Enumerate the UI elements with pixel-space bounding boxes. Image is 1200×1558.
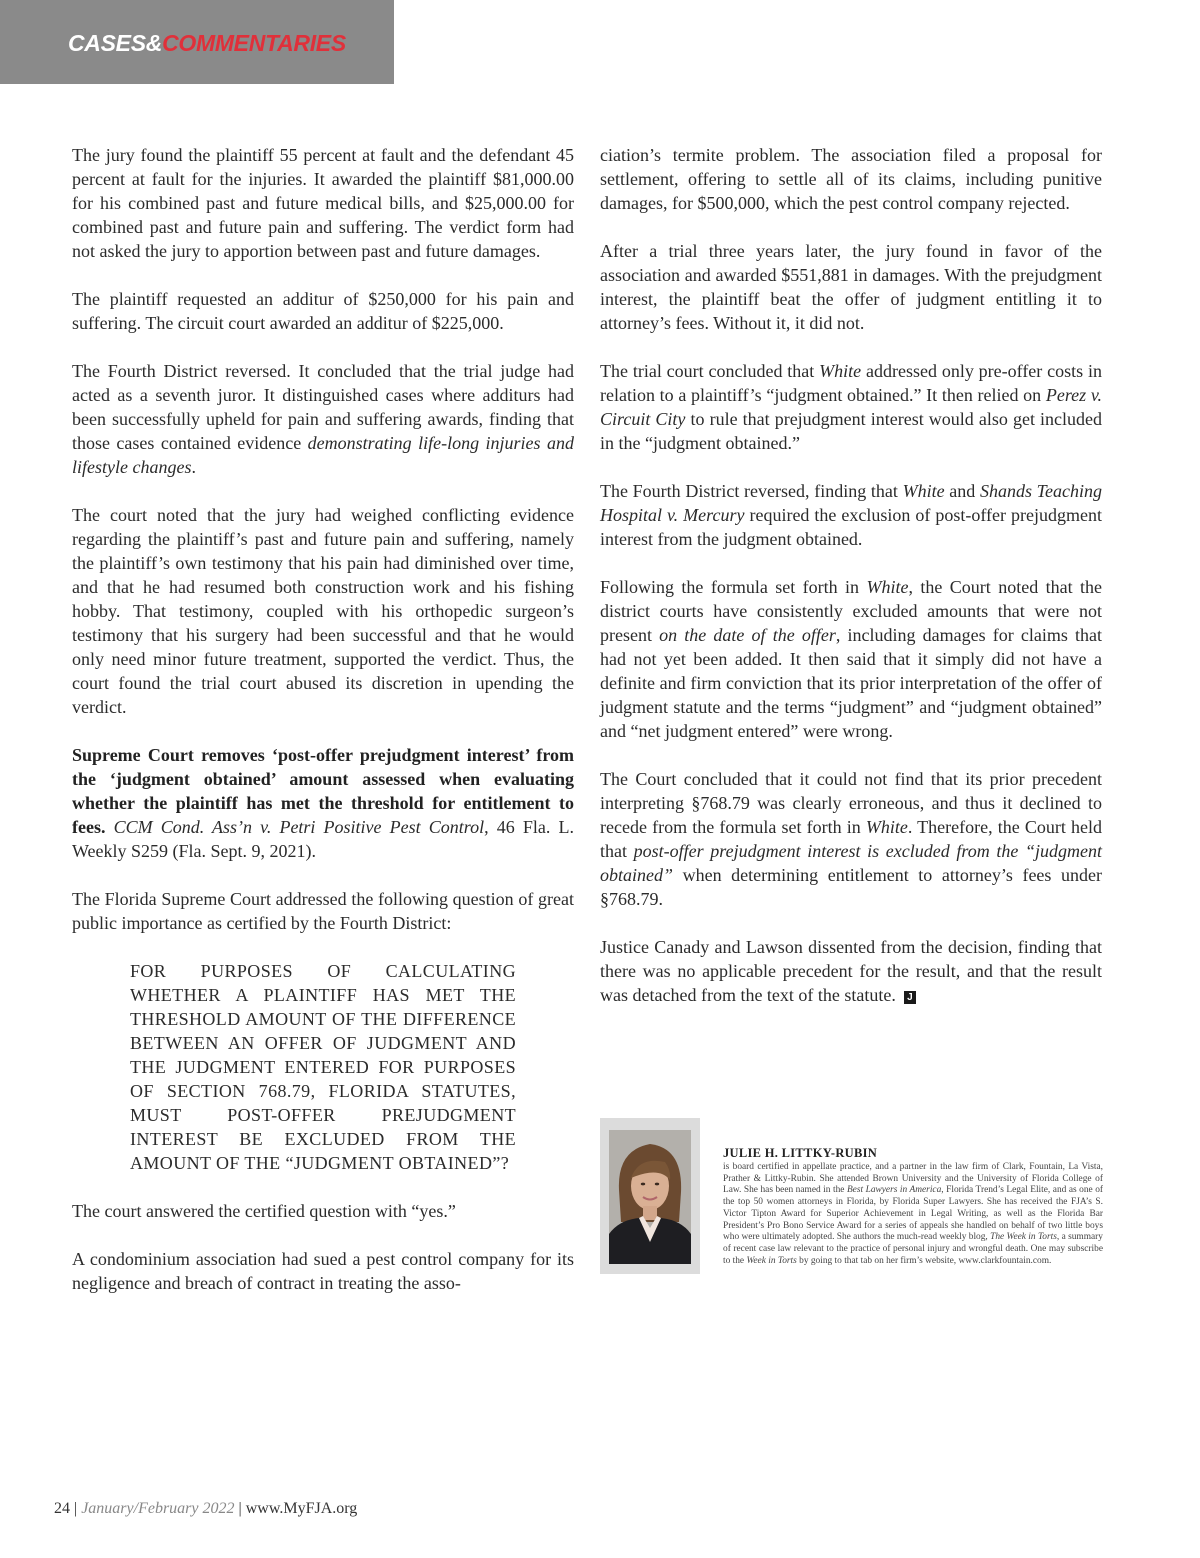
paragraph: The Fourth District reversed. It concluded that the trial judge had acted as a seventh juror. It distinguished cases where additurs had been successfully upheld for pain and suffering awards, finding that those cases contained evidence demonstrating life-long injuries and lifestyle changes.: [72, 361, 574, 477]
case-headline: Supreme Court removes ‘post-offer prejudgment interest’ from the ‘judgment obtained’ amount assessed when evaluating whether the plaintiff has met the threshold for entitlement to fees.: [72, 745, 574, 837]
section-title-commentaries: COMMENTARIES: [162, 30, 346, 56]
paragraph: The Fourth District reversed, finding that White and Shands Teaching Hospital v. Mercury required the exclusion of post-offer prejudgment interest from the judgment obtained.: [600, 481, 1103, 549]
paragraph: Justice Canady and Lawson dissented from the decision, finding that there was no applicable precedent for the result, and that the result was detached from the text of the statute. J: [600, 937, 1102, 1005]
paragraph: The court noted that the jury had weighed conflicting evidence regarding the plaintiff’s past and future pain and suffering, namely the plaintiff’s own testimony that his pain had diminished over time, and that he had resumed both construction work and his fishing hobby. That testimony, coupled with his orthopedic surgeon’s testimony that his surgery had been successful and that he would only need minor future treatment, supported the verdict. Thus, the court found the trial court abused its discretion in upending the verdict.: [72, 505, 574, 717]
paragraph: The court answered the certified question with “yes.”: [72, 1201, 456, 1221]
emphasis: demonstrating life-long injuries and lifestyle changes: [72, 433, 574, 477]
blog-name: Week in Torts: [746, 1255, 797, 1266]
section-title-cases: CASES&: [68, 30, 163, 56]
case-name: White: [866, 577, 909, 597]
paragraph: The Florida Supreme Court addressed the following question of great public importance as certified by the Fourth District:: [72, 889, 574, 933]
case-name: White: [902, 481, 945, 501]
section-title: [68, 30, 346, 57]
paragraph: After a trial three years later, the jury found in favor of the association and awarded $551,881 in damages. With the prejudgment interest, the plaintiff beat the offer of judgment entitling it to attorney’s fees. Without it, it did not.: [600, 241, 1102, 333]
case-name: Shands Teaching Hospital v. Mercury: [600, 481, 1102, 525]
author-bio: JULIE H. LITTKY-RUBIN is board certified in appellate practice, and a partner in the law firm of Clark, Fountain, La Vista, Prather & Littky-Rubin. She attended Brown University and the University of Florida College of Law. She has been named in the Best Lawyers in America, Florida Trend’s Legal Elite, and as one of the top 50 women attorneys in Florida, by Florida Super Lawyers. She has received the FJA’s S. Victor Tipton Award for Superior Achievement in Legal Writing, as well as the Florida Bar President’s Pro Bono Service Award for a series of appeals she handled on behalf of two little boys who were ultimately adopted. She authors the much-read weekly blog, The Week in Torts, a summary of recent case law relevant to the practice of personal injury and wrongful death. One may subscribe to the Week in Torts by going to that tab on her firm’s website, www.clarkfountain.com.: [723, 1146, 1103, 1266]
case-citation: , 46 Fla. L. Weekly S259 (Fla. Sept. 9, 2021).: [72, 817, 574, 861]
author-photo-frame: [600, 1118, 700, 1274]
case-heading-paragraph: [72, 743, 574, 863]
paragraph: The jury found the plaintiff 55 percent at fault and the defendant 45 percent at fault for the injuries. It awarded the plaintiff $81,000.00 for his combined past and future medical bills, and $25,000.00 for combined past and future pain and suffering. The verdict form had not asked the jury to apportion between past and future damages.: [72, 145, 574, 261]
case-name: CCM Cond. Ass’n v. Petri Positive Pest Control: [113, 817, 485, 837]
case-name: White: [865, 817, 908, 837]
paragraph: The Court concluded that it could not find that its prior precedent interpreting §768.79 was clearly erroneous, and thus it declined to recede from the formula set forth in White. Therefore, the Court held that post-offer prejudgment interest is excluded from the “judgment obtained” when determining entitlement to attorney’s fees under §768.79.: [600, 769, 1102, 909]
end-of-article-icon: J: [904, 991, 916, 1004]
page-footer: 24 | January/February 2022 | www.MyFJA.org: [54, 1500, 358, 1517]
paragraph: Following the formula set forth in White, the Court noted that the district courts have consistently excluded amounts that were not present on the date of the offer, including damages for claims that had not yet been added. It then said that it simply did not have a definite and firm conviction that its prior interpretation of the offer of judgment statute and the terms “judgment” and “judgment obtained” and “net judgment entered” were wrong.: [600, 577, 1103, 741]
section-header-band: [0, 0, 394, 84]
paragraph: A condominium association had sued a pest control company for its negligence and breach of contract in treating the asso-: [72, 1249, 574, 1293]
paragraph: ciation’s termite problem. The association filed a proposal for settlement, offering to settle all of its claims, including punitive damages, for $500,000, which the pest control company rejected.: [600, 145, 1102, 213]
author-portrait-icon: [609, 1130, 691, 1264]
paragraph: The trial court concluded that White addressed only pre-offer costs in relation to a plaintiff’s “judgment obtained.” It then relied on Perez v. Circuit City to rule that prejudgment interest would also get included in the “judgment obtained.”: [600, 361, 1102, 453]
publication-name: Best Lawyers in America: [846, 1185, 942, 1196]
author-photo: [609, 1130, 691, 1264]
emphasis: post-offer prejudgment interest is excluded from the “judgment obtained”: [600, 841, 1102, 885]
left-column: [72, 143, 574, 1319]
case-name: White: [819, 361, 862, 381]
issue-date: January/February 2022: [81, 1500, 235, 1517]
emphasis: on the date of the offer: [659, 625, 836, 645]
certified-question-blockquote: FOR PURPOSES OF CALCULATING WHETHER A PLAINTIFF HAS MET THE THRESHOLD AMOUNT OF THE DIFFERENCE BETWEEN AN OFFER OF JUDGMENT AND THE JUDGMENT ENTERED FOR PURPOSES OF SECTION 768.79, FLORIDA STATUTES, MUST POST-OFFER PREJUDGMENT INTEREST BE EXCLUDED FROM THE AMOUNT OF THE “JUDGMENT OBTAINED”?: [130, 961, 516, 1173]
author-name: JULIE H. LITTKY-RUBIN: [723, 1146, 878, 1160]
page-number: 24: [54, 1500, 70, 1517]
website-url: www.MyFJA.org: [245, 1500, 358, 1517]
paragraph: The plaintiff requested an additur of $250,000 for his pain and suffering. The circuit court awarded an additur of $225,000.: [72, 289, 574, 333]
case-name: Perez v. Circuit City: [600, 385, 1102, 429]
blog-name: The Week in Torts: [990, 1232, 1057, 1243]
right-column: [600, 143, 1102, 1031]
